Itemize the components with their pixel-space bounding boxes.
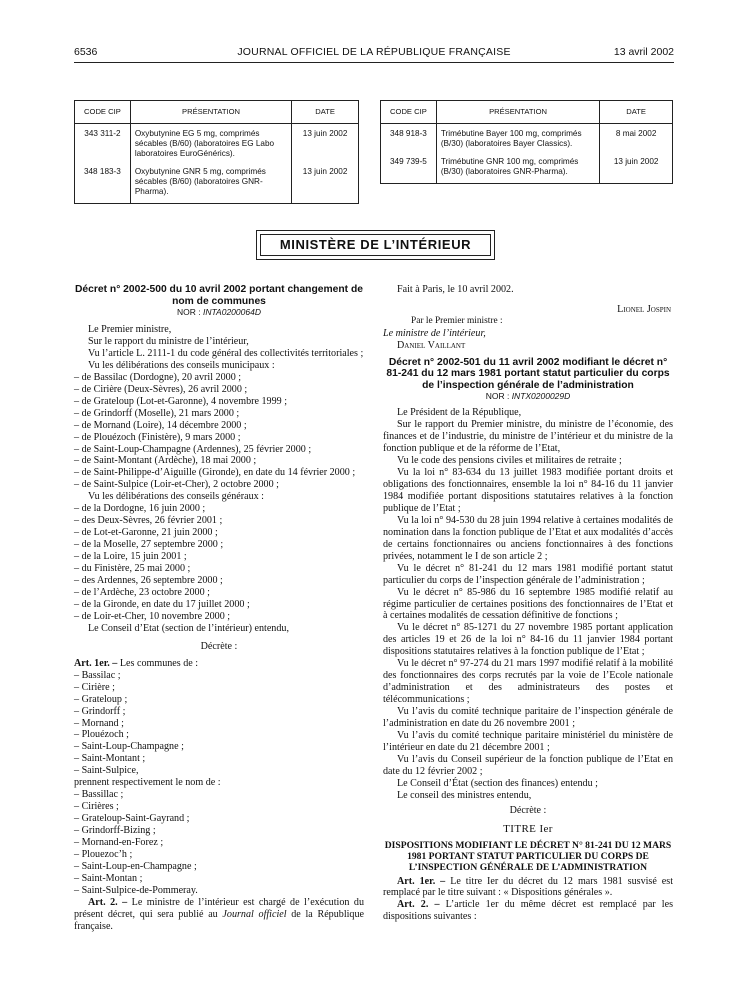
list-item: – Saint-Sulpice-de-Pommeray. [74, 884, 198, 896]
list-item: – Grateloup-Saint-Gayrand ; [74, 813, 190, 825]
nor-code: INTX0200029D [511, 391, 571, 402]
date: 13 juin 2002 [600, 152, 673, 184]
signature-place-date: Fait à Paris, le 10 avril 2002. [397, 284, 514, 295]
nor-code: INTA0200064D [203, 307, 261, 317]
col-header-code: CODE CIP [75, 101, 131, 124]
preamble-para: Vu la loi n° 83-634 du 13 juillet 1983 modifiée portant droits et obligations des fonctionnaires, ensemble la loi n° 84-16 du 11 janvier 1984 modifiée portant dispositions statutaires relatives à la fonction publique de l’Etat ; [383, 467, 673, 514]
date: 8 mai 2002 [600, 124, 673, 153]
decree1-nor: NOR : INTA0200064D [177, 307, 261, 317]
decree2-nor: NOR : INTX0200029D [485, 391, 571, 402]
list-item: – de Saint-Philippe-d’Aiguille (Gironde), en date du 14 février 2000 ; [74, 467, 356, 479]
date: 13 juin 2002 [292, 124, 359, 163]
decrete-label: Décrète : [509, 804, 547, 816]
list-item: – Bassilac ; [74, 669, 121, 681]
list-item: – de la Moselle, 27 septembre 2000 ; [74, 539, 224, 551]
article-1: Art. 1er. – Le titre Ier du décret du 12 mars 1981 susvisé est remplacé par le titre suivant : « Dispositions générales ». [383, 875, 673, 899]
list-item: – Plouezoc’h ; [74, 848, 133, 860]
list-item: – Mornand ; [74, 717, 124, 729]
list-item: – de Saint-Loup-Champagne (Ardennes), 25 février 2000 ; [74, 443, 312, 455]
ministry-heading-box [256, 230, 495, 260]
table-row [381, 124, 673, 153]
list-item: – Plouézoch ; [74, 729, 129, 741]
ministry-heading: MINISTÈRE DE L’INTÉRIEUR [260, 234, 491, 256]
list-item: – de Grindorff (Moselle), 21 mars 2000 ; [74, 407, 240, 419]
preamble-para: Vu le code des pensions civiles et militaires de retraite ; [397, 455, 622, 467]
titre-label: TITRE Ier [503, 822, 553, 835]
preamble-para: Vu la loi n° 94-530 du 28 juin 1994 relative à certaines modalités de nomination dans la fonction publique de l’Etat et aux modalités d’accès de certains fonctionnaires ou anciens fonctionnaires à des fonctions privées, notamment le I de son article 2 ; [383, 514, 673, 562]
preamble-para: Vu le décret n° 85-1271 du 27 novembre 1985 portant application des articles 19 et 26 de la loi n° 84-16 du 11 janvier 1984 portant dispositions statutaires relatives à la fonction publique de l’Etat ; [383, 622, 673, 658]
decree1-para: Vu les délibérations des conseils municipaux : [88, 359, 275, 371]
list-item: – de Plouézoch (Finistère), 9 mars 2000 ; [74, 431, 241, 443]
list-item: – Cirière ; [74, 681, 115, 693]
right-column [383, 284, 673, 923]
prennent-text: prennent respectivement le nom de : [74, 777, 221, 789]
signer-name: Lionel Jospin [617, 303, 671, 315]
preamble-para: Sur le rapport du Premier ministre, du ministre de l’économie, des finances et de l’industrie, du ministre de l’intérieur et du ministre de la fonction publique et de la réforme de l’Etat, [383, 419, 673, 455]
preamble-para: Vu l’avis du comité technique paritaire ministériel du ministère de l’intérieur en date du 21 décembre 2001 ; [383, 730, 673, 753]
cip-code: 343 311-2 [75, 124, 131, 163]
article-2: Art. 2. – L’article 1er du même décret est remplacé par les dispositions suivantes : [383, 899, 673, 923]
general-list [74, 503, 364, 623]
col-header-presentation: PRÉSENTATION [436, 101, 599, 124]
list-item: – de la Dordogne, 16 juin 2000 ; [74, 503, 206, 515]
decree1-title: Décret n° 2002-500 du 10 avril 2002 portant changement de nom de communes [75, 284, 363, 307]
list-item: – Saint-Montant ; [74, 753, 146, 765]
preamble-para: Vu le décret n° 81-241 du 12 mars 1981 modifié portant statut particulier du corps de l’inspection générale de l’administration ; [383, 562, 673, 586]
list-item: – Saint-Loup-Champagne ; [74, 741, 184, 753]
col-header-presentation: PRÉSENTATION [130, 101, 291, 124]
decree1-para: Vu l’article L. 2111-1 du code général des collectivités territoriales ; [88, 347, 364, 359]
table-row [75, 124, 359, 163]
old-names-list [74, 670, 364, 778]
decree1-para: Le Conseil d’Etat (section de l’intérieur) entendu, [88, 622, 289, 634]
decrete-label: Décrète : [200, 640, 238, 652]
list-item: – de la Loire, 15 juin 2001 ; [74, 551, 187, 563]
presentation: Trimébutine Bayer 100 mg, comprimés (B/30) (laboratoires Bayer Classics). [436, 124, 599, 153]
list-item: – de Loir-et-Cher, 10 novembre 2000 ; [74, 610, 231, 622]
decree2-preamble [383, 407, 673, 801]
list-item: – de Cirière (Deux-Sèvres), 26 avril 2000 ; [74, 383, 248, 395]
list-item: – de l’Ardèche, 23 octobre 2000 ; [74, 586, 210, 598]
issue-date: 13 avril 2002 [613, 46, 674, 58]
presentation: Oxybutynine EG 5 mg, comprimés sécables (B/60) (laboratoires EG Labo laboratoires EuroGénérics). [130, 124, 291, 163]
list-item: – Saint-Loup-en-Champagne ; [74, 860, 197, 872]
article-2: Art. 2. – Le ministre de l’intérieur est chargé de l’exécution du présent décret, qui sera publié au Journal officiel de la République française. [74, 896, 365, 932]
decree1-para: Vu les délibérations des conseils généraux : [88, 491, 264, 503]
list-item: – du Finistère, 25 mai 2000 ; [74, 563, 191, 575]
list-item: – Cirières ; [74, 801, 119, 813]
titre-heading: DISPOSITIONS MODIFIANT LE DÉCRET N° 81-241 DU 12 MARS 1981 PORTANT STATUT PARTICULIER DU CORPS DE L’INSPECTION GÉNÉRALE DE L’ADMINISTRATION [384, 839, 672, 874]
cip-code: 348 183-3 [75, 162, 131, 204]
list-item: – de Mornand (Loire), 14 décembre 2000 ; [74, 419, 247, 431]
cip-table-right [380, 100, 673, 184]
cip-table-left [74, 100, 359, 204]
list-item: – Mornand-en-Forez ; [74, 837, 164, 849]
preamble-para: Vu le décret n° 97-274 du 21 mars 1997 modifié relatif à la mobilité des fonctionnaires des corps recrutés par la voie de l’Ecole nationale d’administration et des administrateurs des postes et télécommunications ; [383, 658, 673, 706]
signature-role: Le ministre de l’intérieur, [383, 327, 486, 339]
list-item: – des Deux-Sèvres, 26 février 2001 ; [74, 515, 223, 527]
list-item: – Grindorff-Bizing ; [74, 825, 156, 837]
list-item: – des Ardennes, 26 septembre 2000 ; [74, 575, 223, 587]
article-1: Art. 1er. – Les communes de : [74, 657, 199, 669]
preamble-para: Vu l’avis du Conseil supérieur de la fonction publique de l’Etat en date du 12 février 2002 ; [383, 753, 673, 777]
list-item: – de Saint-Montant (Ardèche), 18 mai 2000 ; [74, 455, 257, 467]
list-item: – de Lot-et-Garonne, 21 juin 2000 ; [74, 527, 218, 539]
presentation: Oxybutynine GNR 5 mg, comprimés sécables (B/60) (laboratoires GNR-Pharma). [130, 162, 291, 204]
journal-title: JOURNAL OFFICIEL DE LA RÉPUBLIQUE FRANÇAISE [237, 46, 511, 58]
list-item: – Saint-Sulpice, [74, 765, 139, 777]
cip-code: 349 739-5 [381, 152, 437, 184]
decree2-title: Décret n° 2002-501 du 11 avril 2002 modifiant le décret n° 81-241 du 12 mars 1981 portant statut particulier du corps de l’inspection générale de l’administration [386, 356, 670, 391]
list-item: – de Bassilac (Dordogne), 20 avril 2000 ; [74, 371, 242, 383]
cip-code: 348 918-3 [381, 124, 437, 153]
preamble-para: Le Conseil d’État (section des finances) entendu ; [397, 777, 598, 789]
col-header-date: DATE [600, 101, 673, 124]
col-header-date: DATE [292, 101, 359, 124]
preamble-para: Le conseil des ministres entendu, [397, 789, 532, 801]
list-item: – de la Gironde, en date du 17 juillet 2000 ; [74, 598, 250, 610]
col-header-code: CODE CIP [381, 101, 437, 124]
presentation: Trimébutine GNR 100 mg, comprimés (B/30) (laboratoires GNR-Pharma). [436, 152, 599, 184]
page-header [74, 46, 674, 63]
decree1-intro: Le Premier ministre, [88, 324, 172, 335]
list-item: – Grindorff ; [74, 705, 126, 717]
table-row [381, 152, 673, 184]
list-item: – de Grateloup (Lot-et-Garonne), 4 novembre 1999 ; [74, 395, 288, 407]
signature-par: Par le Premier ministre : [411, 315, 503, 326]
new-names-list [74, 789, 364, 897]
decree1-para: Sur le rapport du ministre de l’intérieur, [88, 335, 249, 347]
list-item: – Bassillac ; [74, 789, 124, 801]
list-item: – de Saint-Sulpice (Loir-et-Cher), 2 octobre 2000 ; [74, 479, 279, 491]
list-item: – Saint-Montan ; [74, 872, 143, 884]
preamble-para: Vu le décret n° 85-986 du 16 septembre 1985 modifié relatif au régime particulier de certaines positions des fonctionnaires de l’Etat et à certaines modalités de cessation définitive de fonctions ; [383, 586, 673, 622]
list-item: – Grateloup ; [74, 693, 128, 705]
preamble-para: Le Président de la République, [397, 407, 522, 419]
date: 13 juin 2002 [292, 162, 359, 204]
page-number: 6536 [74, 46, 98, 58]
table-row [75, 162, 359, 204]
municipal-list [74, 372, 364, 492]
minister-name: Daniel Vaillant [397, 339, 466, 351]
left-column [74, 284, 364, 933]
preamble-para: Vu l’avis du comité technique paritaire de l’inspection générale de l’administration en date du 26 novembre 2001 ; [383, 706, 673, 730]
